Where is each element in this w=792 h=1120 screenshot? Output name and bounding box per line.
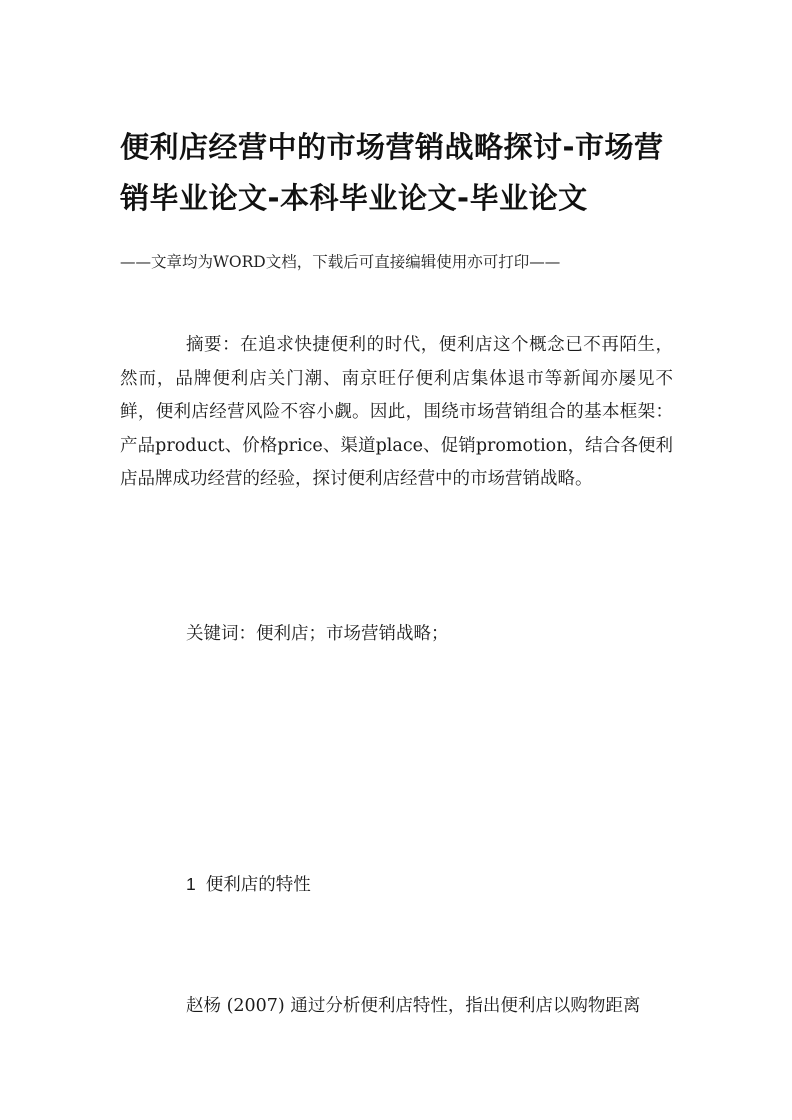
section-heading [186, 870, 676, 899]
keywords-line: 关键词：便利店；市场营销战略； [186, 624, 449, 644]
section-heading-text: 便利店的特性 [205, 875, 311, 895]
document-title: 便利店经营中的市场营销战略探讨-市场营销毕业论文-本科毕业论文-毕业论文 [120, 130, 664, 215]
abstract-paragraph: 摘要：在追求快捷便利的时代，便利店这个概念已不再陌生，然而，品牌便利店关门潮、南京旺仔便利店集体退市等新闻亦屡见不鲜，便利店经营风险不容小觑。因此，围绕市场营销组合的基本框架：产品product、价格price、渠道place、促销promotion，结合各便利店品牌成功经营的经验，探讨便利店经营中的市场营销战略。 [120, 335, 673, 489]
section-number: 1 [186, 874, 196, 894]
body-paragraph: 赵杨 (2007) 通过分析便利店特性，指出便利店以购物距离 [186, 996, 641, 1016]
document-subtitle: ——文章均为WORD文档，下载后可直接编辑使用亦可打印—— [120, 253, 561, 271]
